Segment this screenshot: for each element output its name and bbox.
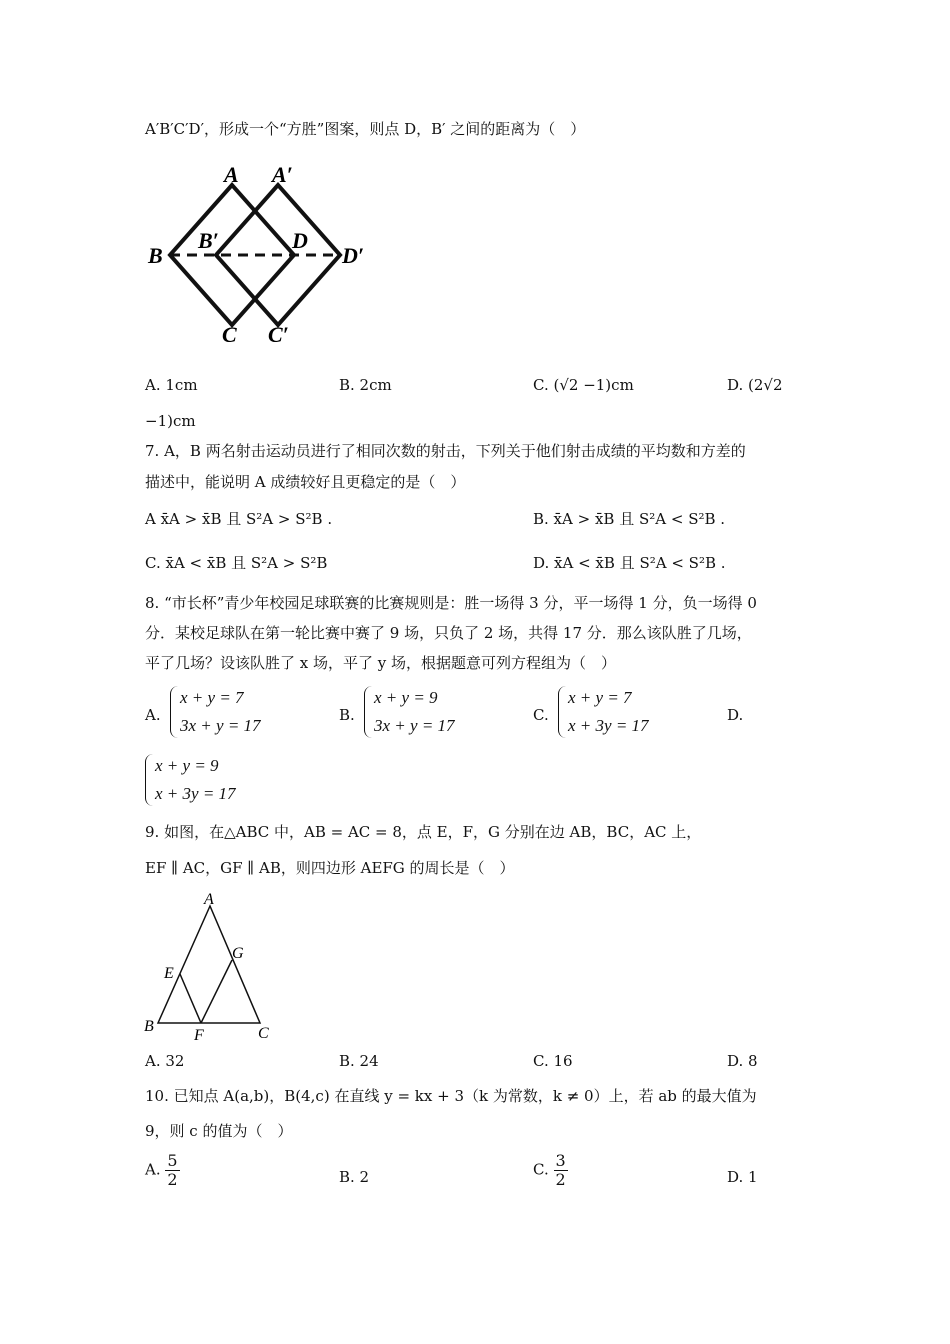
label-D-prime: D′	[342, 243, 365, 268]
q8-option-b-label[interactable]: B.	[339, 706, 355, 724]
q7-line1: 7. A，B 两名射击运动员进行了相同次数的射击，下列关于他们射击成绩的平均数和方差的	[145, 442, 746, 460]
brace	[558, 686, 567, 738]
q6-option-a[interactable]: A. 1cm	[145, 376, 198, 394]
equation: x + y = 9	[374, 688, 438, 707]
equation: 3x + y = 17	[374, 716, 455, 735]
q7-option-c[interactable]: C. x̄A < x̄B 且 S²A > S²B	[145, 554, 328, 572]
denominator: 2	[555, 1170, 566, 1189]
q10-option-a[interactable]	[145, 1152, 180, 1189]
numerator: 5	[167, 1151, 178, 1170]
q8-option-b-system[interactable]	[364, 684, 455, 740]
denominator: 2	[167, 1170, 178, 1189]
q10-option-d[interactable]: D. 1	[727, 1168, 758, 1186]
q6-option-c[interactable]: C. (√2 −1)cm	[533, 376, 634, 394]
label-C-prime: C′	[268, 322, 289, 347]
q8-line3: 平了几场？设该队胜了 x 场，平了 y 场，根据题意可列方程组为（ ）	[145, 654, 617, 672]
q10-option-b[interactable]: B. 2	[339, 1168, 370, 1186]
label-E: E	[164, 965, 174, 982]
option-label: C.	[533, 1160, 549, 1179]
numerator: 3	[555, 1151, 566, 1170]
fraction	[554, 1152, 568, 1189]
q8-option-c-system[interactable]	[558, 684, 649, 740]
label-F: F	[194, 1027, 204, 1044]
q6-text: A′B′C′D′，形成一个“方胜”图案，则点 D，B′ 之间的距离为（ ）	[145, 120, 586, 138]
q8-option-d-system[interactable]	[145, 752, 236, 808]
equation: x + y = 7	[568, 688, 632, 707]
q8-option-d-label[interactable]: D.	[727, 706, 744, 724]
q6-option-d-cont: −1)cm	[145, 412, 196, 430]
q8-option-a-label[interactable]: A.	[145, 706, 161, 724]
q7-option-b[interactable]: B. x̄A > x̄B 且 S²A < S²B .	[533, 510, 726, 528]
q9-option-b[interactable]: B. 24	[339, 1052, 379, 1070]
equation: x + y = 9	[155, 756, 219, 775]
equation: x + 3y = 17	[568, 716, 649, 735]
fraction	[165, 1152, 179, 1189]
q6-option-b[interactable]: B. 2cm	[339, 376, 392, 394]
brace	[170, 686, 179, 738]
q10-option-c[interactable]	[533, 1152, 568, 1189]
brace	[364, 686, 373, 738]
label-G: G	[232, 945, 244, 962]
triangle-figure	[140, 888, 280, 1048]
q6-option-d[interactable]: D. (2√2	[727, 376, 783, 394]
q8-line2: 分．某校足球队在第一轮比赛中赛了 9 场，只负了 2 场，共得 17 分．那么该队胜了几场，	[145, 624, 752, 642]
equation: x + 3y = 17	[155, 784, 236, 803]
label-C: C	[258, 1025, 269, 1042]
q8-option-c-label[interactable]: C.	[533, 706, 549, 724]
q9-option-a[interactable]: A. 32	[145, 1052, 185, 1070]
label-A-prime: A′	[272, 162, 293, 187]
fangsheng-figure	[140, 160, 380, 350]
q9-line1: 9. 如图，在△ABC 中，AB = AC = 8，点 E，F，G 分别在边 AB，BC，AC 上，	[145, 823, 702, 841]
q10-line1: 10. 已知点 A(a,b)，B(4,c) 在直线 y = kx + 3（k 为常数，k ≠ 0）上，若 ab 的最大值为	[145, 1087, 757, 1105]
q9-option-d[interactable]: D. 8	[727, 1052, 758, 1070]
q8-option-a-system[interactable]	[170, 684, 261, 740]
q9-line2: EF ∥ AC，GF ∥ AB，则四边形 AEFG 的周长是（ ）	[145, 859, 515, 877]
q7-option-d[interactable]: D. x̄A < x̄B 且 S²A < S²B .	[533, 554, 726, 572]
label-A: A	[224, 162, 239, 187]
option-label: A.	[145, 1160, 161, 1179]
label-A: A	[204, 891, 214, 908]
label-B: B	[148, 243, 163, 268]
label-D: D	[292, 228, 308, 253]
brace	[145, 754, 154, 806]
q7-line2: 描述中，能说明 A 成绩较好且更稳定的是（ ）	[145, 473, 466, 491]
equation: 3x + y = 17	[180, 716, 261, 735]
label-B-prime: B′	[198, 228, 219, 253]
q7-option-a[interactable]: A x̄A > x̄B 且 S²A > S²B .	[145, 510, 333, 528]
q10-line2: 9，则 c 的值为（ ）	[145, 1122, 293, 1140]
q8-line1: 8. “市长杯”青少年校园足球联赛的比赛规则是：胜一场得 3 分，平一场得 1 分，负一场得 0	[145, 594, 757, 612]
label-C: C	[222, 322, 237, 347]
equation: x + y = 7	[180, 688, 244, 707]
q9-option-c[interactable]: C. 16	[533, 1052, 573, 1070]
label-B: B	[144, 1018, 154, 1035]
